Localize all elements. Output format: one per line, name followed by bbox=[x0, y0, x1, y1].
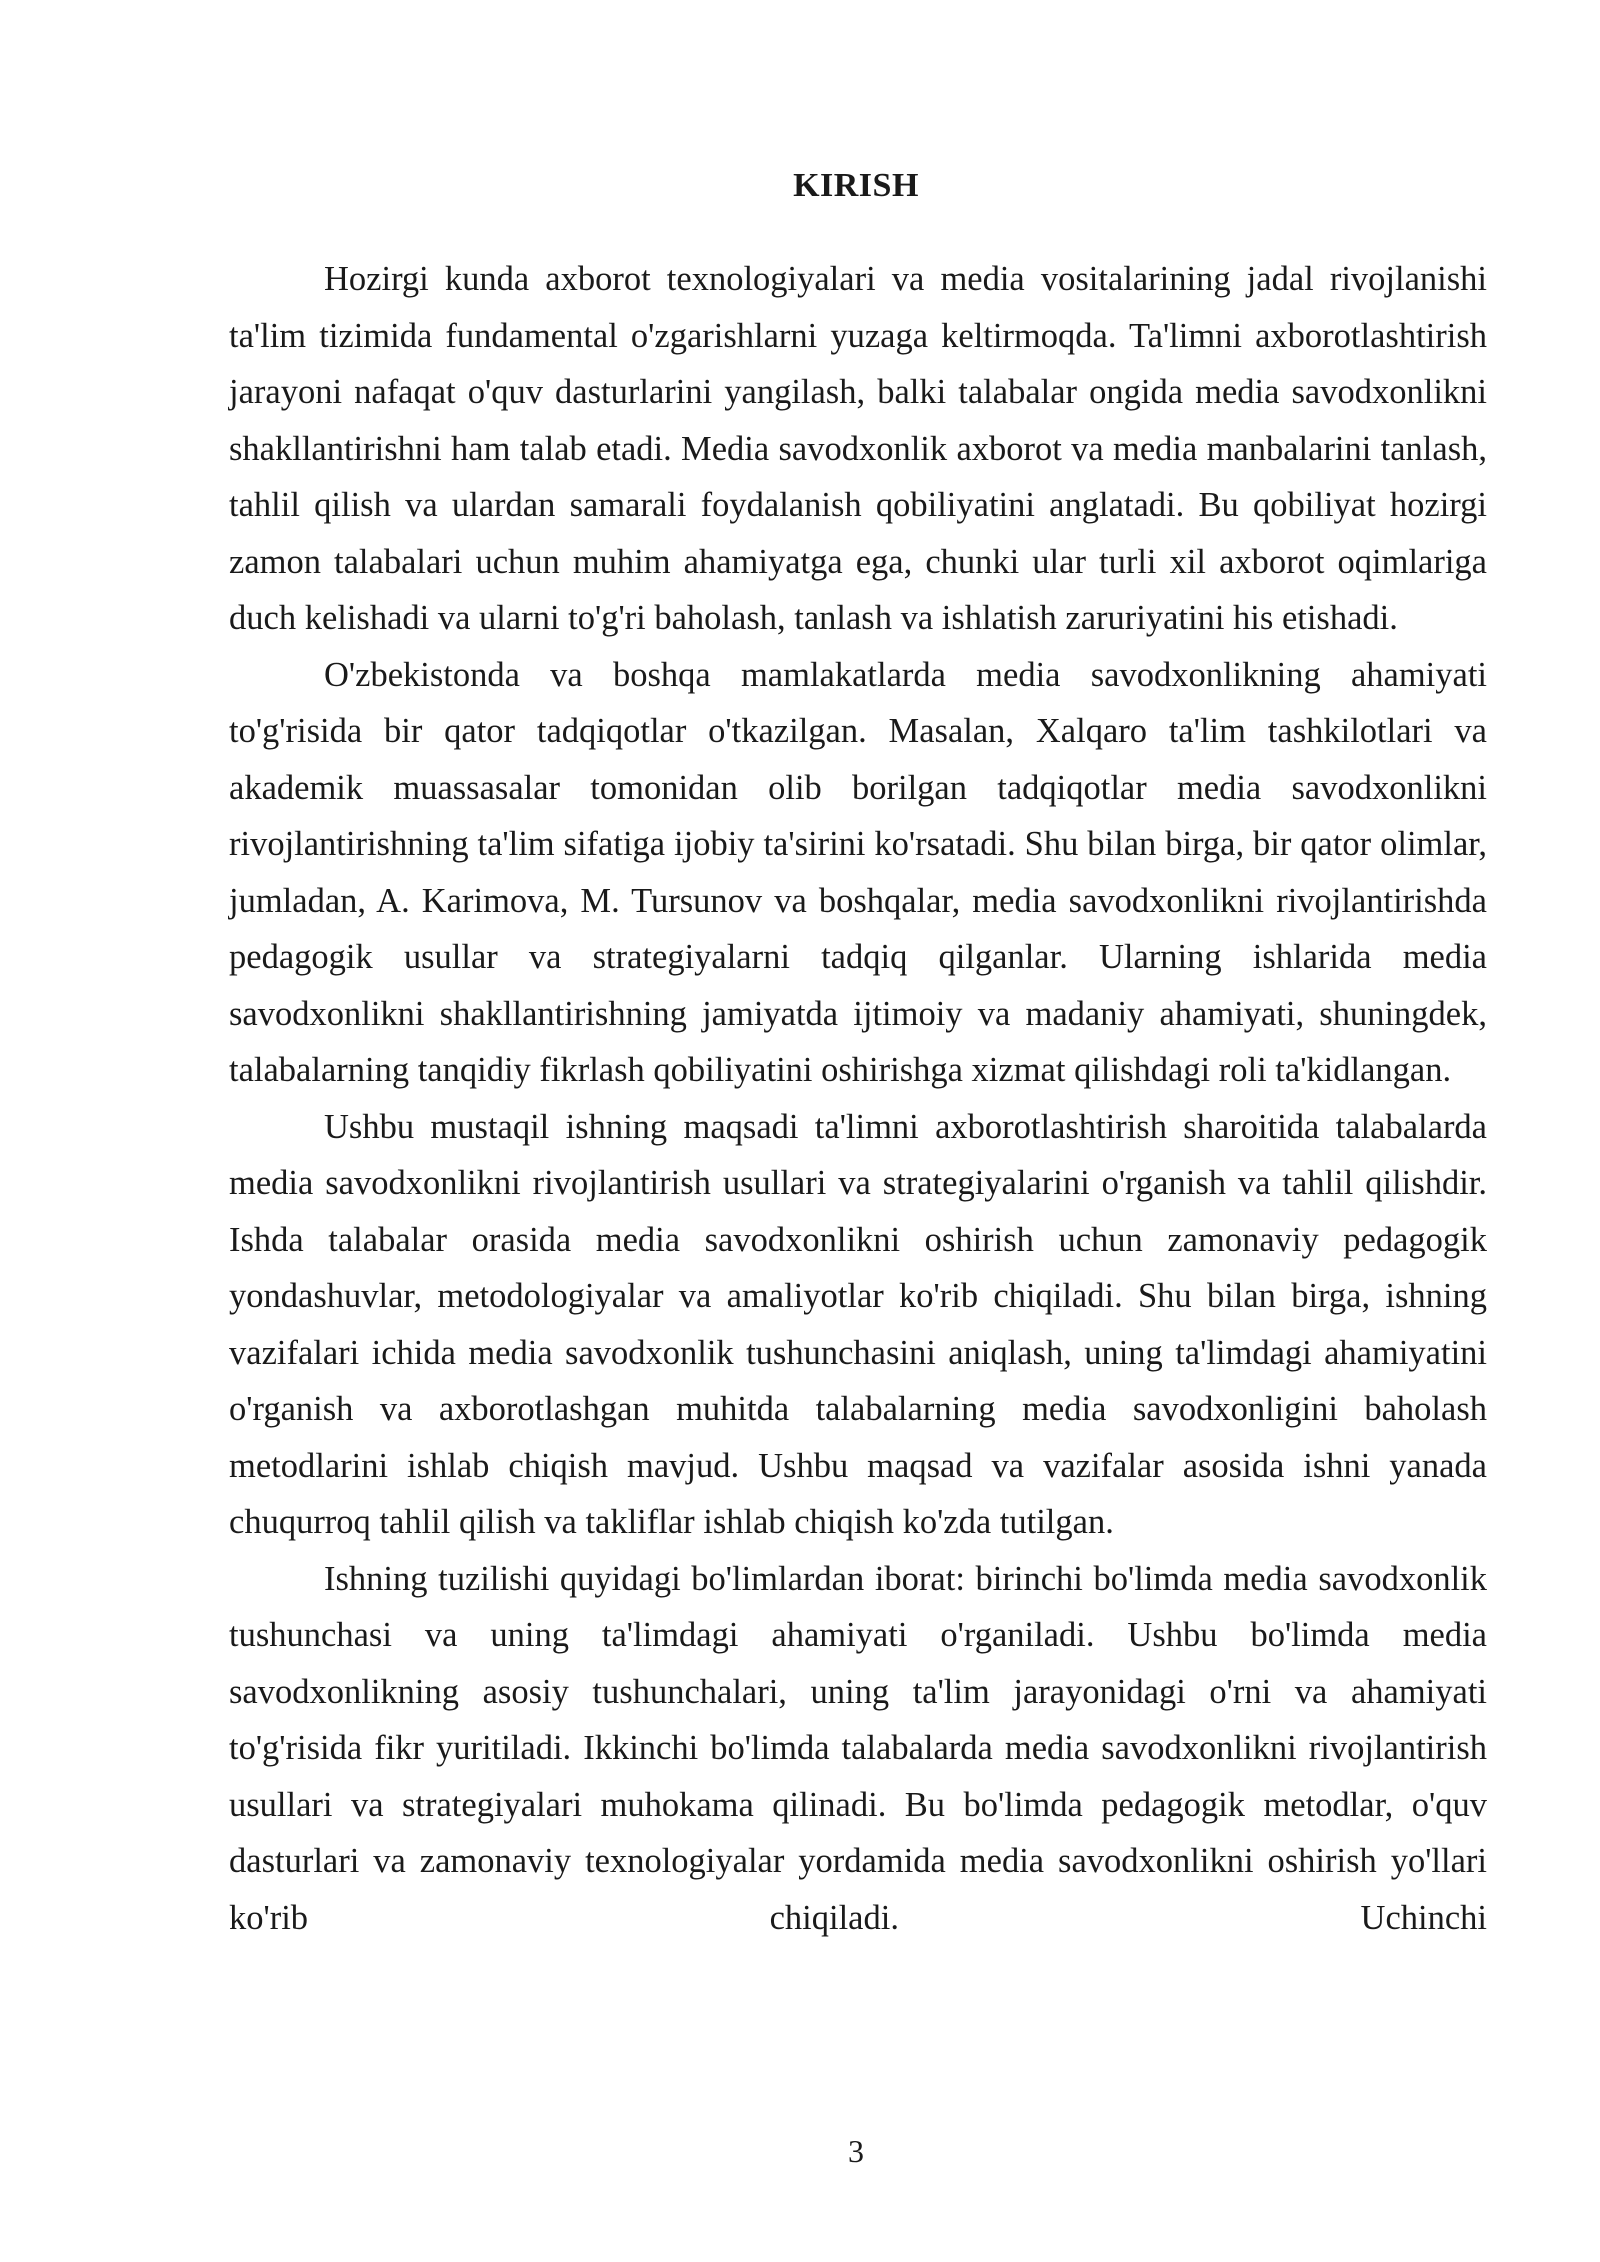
paragraph-intro: Hozirgi kunda axborot texnologiyalari va media vositalarining jadal rivojlanishi ta'lim tizimida fundamental o'zgarishlarni yuzaga keltirmoqda. Ta'limni axborotlashtirish jarayoni nafaqat o'quv dasturlarini yangilash, balki talabalar ongida media savodxonlikni shakllantirishni ham talab etadi. Media savodxonlik axborot va media manbalarini tanlash, tahlil qilish va ulardan samarali foydalanish qobiliyatini anglatadi. Bu qobiliyat hozirgi zamon talabalari uchun muhim ahamiyatga ega, chunki ular turli xil axborot oqimlariga duch kelishadi va ularni to'g'ri baholash, tanlash va ishlatish zaruriyatini his etishadi. bbox=[229, 260, 1487, 637]
page-number: 3 bbox=[848, 2133, 864, 2169]
paragraph-purpose: Ushbu mustaqil ishning maqsadi ta'limni axborotlashtirish sharoitida talabalarda media savodxonlikni rivojlantirish usullari va strategiyalarini o'rganish va tahlil qilishdir. Ishda talabalar orasida media savodxonlikni oshirish uchun zamonaviy pedagogik yondashuvlar, metodologiyalar va amaliyotlar ko'rib chiqiladi. Shu bilan birga, ishning vazifalari ichida media savodxonlik tushunchasini aniqlash, uning ta'limdagi ahamiyatini o'rganish va axborotlashgan muhitda talabalarning media savodxonligini baholash metodlarini ishlab chiqish mavjud. Ushbu maqsad va vazifalar asosida ishni yanada chuqurroq tahlil qilish va takliflar ishlab chiqish ko'zda tutilgan. bbox=[229, 1107, 1487, 1541]
page-title: KIRISH bbox=[793, 167, 919, 204]
paragraph-structure: Ishning tuzilishi quyidagi bo'limlardan iborat: birinchi bo'limda media savodxonlik tushunchasi va uning ta'limdagi ahamiyati o'rganiladi. Ushbu bo'limda media savodxonlikning asosiy tushunchalari, uning ta'lim jarayonidagi o'rni va ahamiyati to'g'risida fikr yuritiladi. Ikkinchi bo'limda talabalarda media savodxonlikni rivojlantirish usullari va strategiyalari muhokama qilinadi. Bu bo'limda pedagogik metodlar, o'quv dasturlari va zamonaviy texnologiyalar yordamida media savodxonlikni oshirish yo'llari ko'rib chiqiladi. Uchinchi bbox=[229, 1559, 1487, 1937]
document-body bbox=[229, 251, 1487, 1946]
paragraph-research: O'zbekistonda va boshqa mamlakatlarda media savodxonlikning ahamiyati to'g'risida bir qator tadqiqotlar o'tkazilgan. Masalan, Xalqaro ta'lim tashkilotlari va akademik muassasalar tomonidan olib borilgan tadqiqotlar media savodxonlikni rivojlantirishning ta'lim sifatiga ijobiy ta'sirini ko'rsatadi. Shu bilan birga, bir qator olimlar, jumladan, A. Karimova, M. Tursunov va boshqalar, media savodxonlikni rivojlantirishda pedagogik usullar va strategiyalarni tadqiq qilganlar. Ularning ishlarida media savodxonlikni shakllantirishning jamiyatda ijtimoiy va madaniy ahamiyati, shuningdek, talabalarning tanqidiy fikrlash qobiliyatini oshirishga xizmat qilishdagi roli ta'kidlangan. bbox=[229, 655, 1487, 1089]
